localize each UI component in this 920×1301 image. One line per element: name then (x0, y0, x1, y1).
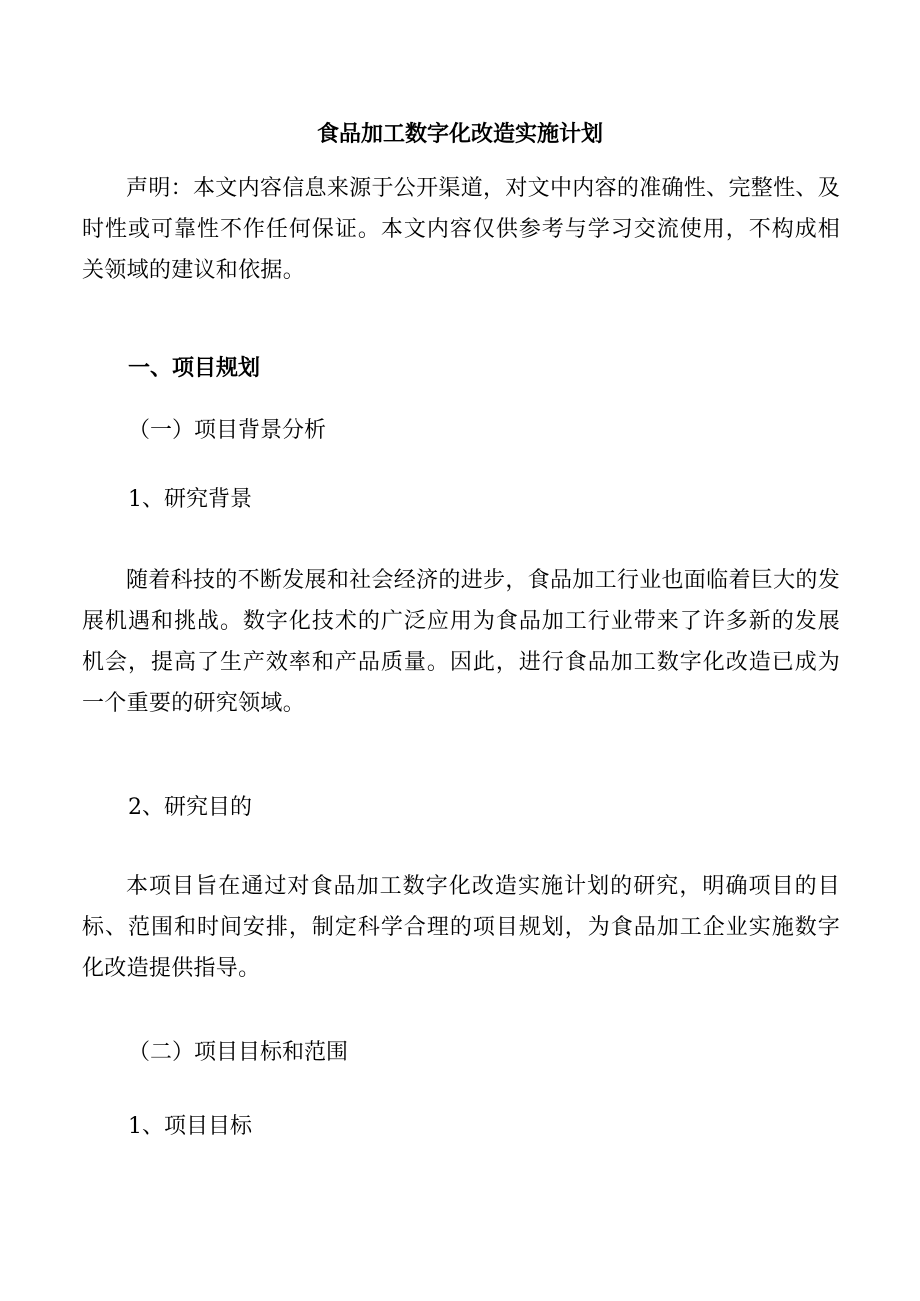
research-background-paragraph: 随着科技的不断发展和社会经济的进步，食品加工行业也面临着巨大的发展机遇和挑战。数字化技术的广泛应用为食品加工行业带来了许多新的发展机会，提高了生产效率和产品质量。因此，进行食品加工数字化改造已成为一个重要的研究领域。 (82, 568, 840, 716)
subsection-heading-background-analysis: （一）项目背景分析 (128, 418, 327, 443)
subsection-heading-goals-scope: （二）项目目标和范围 (128, 1040, 349, 1065)
disclaimer-paragraph: 声明：本文内容信息来源于公开渠道，对文中内容的准确性、完整性、及时性或可靠性不作任何保证。本文内容仅供参考与学习交流使用，不构成相关领域的建议和依据。 (82, 176, 840, 283)
section-heading-project-planning: 一、项目规划 (128, 356, 261, 381)
item-heading-research-background: 1、研究背景 (128, 487, 252, 512)
item-heading-research-purpose: 2、研究目的 (128, 795, 252, 820)
research-purpose-paragraph: 本项目旨在通过对食品加工数字化改造实施计划的研究，明确项目的目标、范围和时间安排，制定科学合理的项目规划，为食品加工企业实施数字化改造提供指导。 (82, 874, 840, 981)
document-title: 食品加工数字化改造实施计划 (316, 122, 603, 147)
item-heading-project-goals: 1、项目目标 (128, 1114, 252, 1139)
